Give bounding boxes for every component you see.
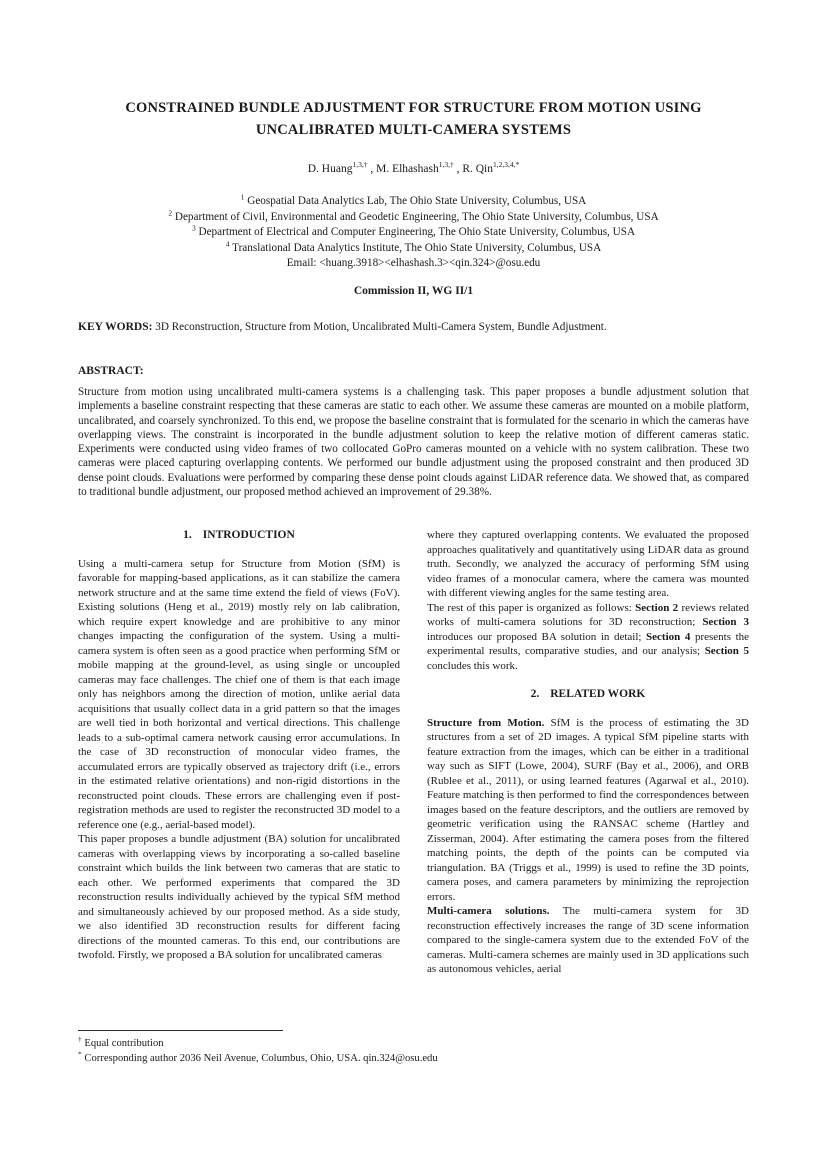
keywords-label: KEY WORDS:: [78, 320, 153, 333]
author-name: R. Qin: [462, 163, 493, 175]
multicam-text: The multi-camera system for 3D reconstruction effectively increases the range of 3D scene information compared to the single-camera system due to the extended FoV of the cameras. Multi-camera schemes are mainly used in 3D applications such as autonomous vehicles, aerial: [427, 905, 749, 976]
affiliation-superscript: 4: [225, 239, 230, 249]
affiliation-superscript: 3: [191, 223, 196, 233]
intro-paragraph-2: This paper proposes a bundle adjustment (BA) solution for uncalibrated cameras with overlapping views by incorporating a so-called baseline constraint which builds the link between two cameras that are static to each other. We performed experiments that compared the 3D reconstruction results individually achieved by the typical SfM method and simultaneously achieved by our proposed method. As a side study, we also identified 3D reconstruction results for different facing directions of the mounted cameras. To this end, our contributions are twofold. Firstly, we proposed a BA solution for uncalibrated cameras: [78, 833, 400, 962]
author-superscript: 1,2,3,4,*: [493, 160, 520, 170]
footnote-corresponding-author: [78, 1051, 478, 1066]
footnote-equal-contribution: [78, 1036, 478, 1051]
title-line-2: UNCALIBRATED MULTI-CAMERA SYSTEMS: [255, 122, 572, 138]
affiliation-line: [78, 225, 749, 241]
footnote-text: Equal contribution: [81, 1038, 164, 1049]
affiliation-line: [78, 207, 749, 226]
org-segment: reviews related works of multi-camera solutions for 3D reconstruction;: [427, 601, 749, 629]
column-right: [427, 528, 749, 977]
affiliation-text: Translational Data Analytics Institute, The Ohio State University, Columbus, USA: [229, 241, 602, 254]
email-line: Email: <huang.3918><elhashash.3><qin.324>@osu.edu: [286, 257, 541, 270]
section-number: 2.: [530, 688, 540, 701]
author-separator: ,: [367, 163, 377, 175]
author-superscript: 1,3,†: [438, 160, 454, 170]
asterisk-symbol: *: [78, 1049, 82, 1059]
affiliation-line: [78, 194, 749, 210]
section-heading-related-work: [427, 687, 749, 702]
title-line-1: CONSTRAINED BUNDLE ADJUSTMENT FOR STRUCTURE FROM MOTION USING: [125, 100, 702, 116]
authors-line: [78, 160, 749, 175]
org-section-ref: Section 3: [702, 616, 749, 629]
org-segment: introduces our proposed BA solution in detail;: [427, 630, 647, 643]
affiliation-text: Department of Civil, Environmental and Geodetic Engineering, The Ohio State University, Columbus, USA: [172, 210, 659, 223]
multicam-paragraph: [427, 904, 749, 977]
affiliation-text: Geospatial Data Analytics Lab, The Ohio State University, Columbus, USA: [244, 195, 587, 207]
dagger-symbol: †: [78, 1034, 82, 1044]
org-segment: The rest of this paper is organized as follows:: [427, 601, 636, 614]
affiliations-block: [78, 194, 749, 272]
footnote-divider: [78, 1030, 283, 1031]
two-column-body: [78, 528, 749, 977]
paper-organization-paragraph: [427, 601, 749, 674]
footnote-text: Corresponding author 2036 Neil Avenue, Columbus, Ohio, USA. qin.324@osu.edu: [81, 1053, 438, 1064]
author-separator: ,: [453, 163, 463, 175]
section-heading-introduction: [78, 528, 400, 543]
intro-paragraph-1: Using a multi-camera setup for Structure from Motion (SfM) is favorable for mapping-based applications, as it can stabilize the camera network structure and at the same time extend the field of views (FoV). Existing solutions (Heng et al., 2019) mostly rely on lab calibration, which require expert knowledge and are prohibitive to any minor changes impacting the configuration of the system. Using a multi-camera system is often seen as a good practice when performing SfM or mobile mapping at the ground-level, as using single or uncoupled cameras may face challenges. The chief one of them is that each image only has neighbors among the direction of motion, unlike aerial data acquisitions that usually collect data in a grid pattern so that the images are well tied in both horizontal and vertical directions. This challenge leads to a sub-optimal camera network causing error accumulations. In the case of 3D reconstruction of monocular video frames, the accumulated errors are typically observed as trajectory drift (i.e., errors in the estimated relative orientations) and non-rigid distortions in the reconstructed point clouds. These errors are challenging even if post-registration methods are used to register the reconstructed 3D model to a reference one (e.g., aerial-based model).: [78, 557, 400, 831]
author-name: D. Huang: [307, 163, 353, 175]
affiliation-text: Department of Electrical and Computer Engineering, The Ohio State University, Columbus, USA: [195, 226, 636, 239]
sfm-paragraph: [427, 716, 749, 905]
org-segment: concludes this work.: [427, 659, 518, 672]
org-segment: presents the experimental results, comparative studies, and our analysis;: [427, 630, 750, 658]
affiliation-superscript: 1: [240, 192, 245, 202]
org-section-ref: Section 4: [646, 630, 691, 643]
org-section-ref: Section 5: [704, 645, 749, 658]
column-left: [78, 528, 400, 977]
section-title: INTRODUCTION: [202, 529, 295, 542]
continuation-paragraph: where they captured overlapping contents. We evaluated the proposed approaches qualitatively and quantitatively using LiDAR data as ground truth. Secondly, we analyzed the accuracy of performing SfM using video frames of a monocular camera, where the camera was mounted with different viewing angles for the same testing area.: [427, 529, 749, 600]
author-name: M. Elhashash: [376, 163, 439, 175]
keywords-line: [78, 321, 749, 333]
sfm-text: SfM is the process of estimating the 3D structures from a set of 2D images. A typical SfM pipeline starts with feature extraction from the images, which can be either in a traditional way such as SIFT (Lowe, 2004), SURF (Bay et al., 2006), and ORB (Rublee et al., 2011), or using learned features (Agarwal et al., 2010). Feature matching is then performed to find the correspondences between images based on the feature descriptors, and the outliers are removed by geometric verification using the RANSAC scheme (Hartley and Zisserman, 2004). After estimating the camera poses from the filtered matching points, the depth of the points can be computed via triangulation. BA (Triggs et al., 1999) is used to refine the 3D points, camera poses, and camera parameters by minimizing the reprojection errors.: [427, 716, 749, 903]
commission-line: Commission II, WG II/1: [353, 284, 474, 297]
affiliation-superscript: 2: [168, 207, 173, 217]
abstract-heading: ABSTRACT:: [78, 364, 144, 377]
paper-title: [78, 97, 749, 141]
org-section-ref: Section 2: [635, 601, 679, 614]
abstract-body: Structure from motion using uncalibrated multi-camera systems is a challenging task. This paper proposes a bundle adjustment solution that implements a baseline constraint respecting that these cameras are static to each other. We assume these cameras are mounted on a mobile platform, uncalibrated, and coarsely synchronized. To this end, we propose the baseline constraint that is formulated for the scenario in which the cameras have overlapping views. The constraint is incorporated in the bundle adjustment solution to keep the relative motion of different cameras static. Experiments were conducted using video frames of two collocated GoPro cameras mounted on a vehicle with no system calibration. These two cameras were placed capturing overlapping contents. We performed our bundle adjustment using the proposed constraint and then produced 3D dense point clouds. Evaluations were performed by comparing these dense point clouds against LiDAR reference data. We showed that, as compared to traditional bundle adjustment, our proposed method achieved an improvement of 29.38%.: [78, 385, 749, 499]
keywords-text: 3D Reconstruction, Structure from Motion, Uncalibrated Multi-Camera System, Bundle Adjustment.: [152, 320, 607, 333]
section-number: 1.: [183, 529, 192, 542]
sfm-lead-bold: Structure from Motion.: [427, 716, 545, 729]
author-superscript: 1,3,†: [352, 160, 368, 170]
multicam-lead-bold: Multi-camera solutions.: [427, 905, 550, 918]
affiliation-line: [78, 241, 749, 257]
footnote-block: [78, 1030, 478, 1066]
section-title: RELATED WORK: [550, 688, 646, 701]
